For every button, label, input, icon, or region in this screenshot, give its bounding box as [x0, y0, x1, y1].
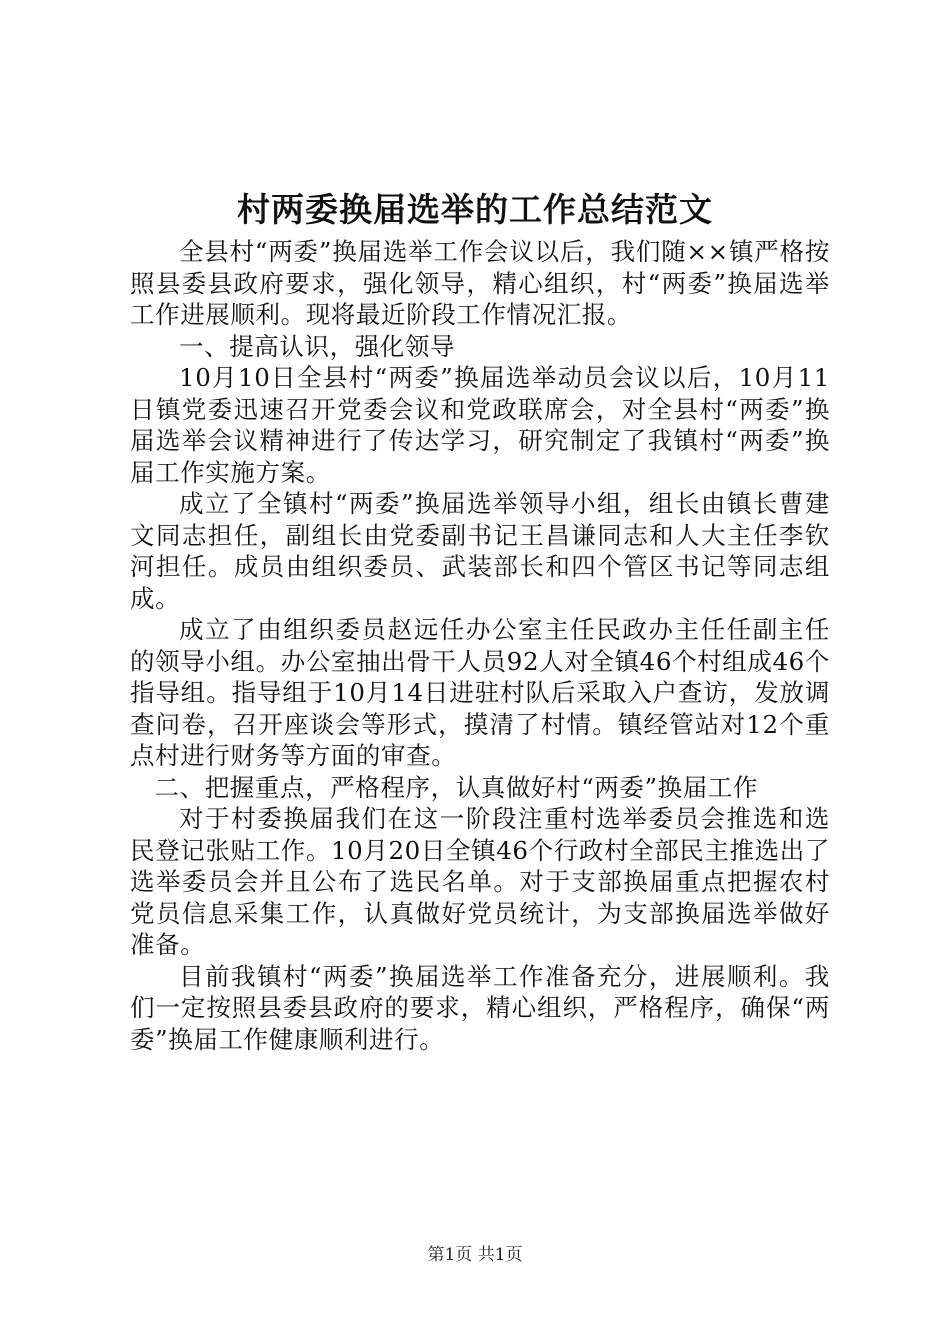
paragraph-conclusion: 目前我镇村“两委”换届选举工作准备充分，进展顺利。我们一定按照县委县政府的要求，精心组织，严格程序，确保“两委”换届工作健康顺利进行。 [130, 961, 830, 1054]
paragraph-intro: 全县村“两委”换届选举工作会议以后，我们随××镇严格按照县委县政府要求，强化领导，精心组织，村“两委”换届选举工作进展顺利。现将最近阶段工作情况汇报。 [130, 237, 830, 329]
section-heading-1: 一、提高认识，强化领导 [179, 331, 456, 361]
paragraph-office-setup: 成立了由组织委员赵远任办公室主任民政办主任任副主任的领导小组。办公室抽出骨干人员92人对全镇46个村组成46个指导组。指导组于10月14日进驻村队后采取入户查访，发放调查问卷，召开座谈会等形式，摸清了村情。镇经管站对12个重点村进行财务等方面的审查。 [130, 615, 830, 770]
paragraph-leading-group: 成立了全镇村“两委”换届选举领导小组，组长由镇长曹建文同志担任，副组长由党委副书记王昌谦同志和人大主任李钦河担任。成员由组织委员、武装部长和四个管区书记等同志组成。 [130, 489, 830, 613]
page-footer: 第1页 共1页 [427, 1245, 523, 1265]
document-title: 村两委换届选举的工作总结范文 [237, 190, 713, 229]
document-body [130, 236, 830, 1055]
section-heading-2: 二、把握重点，严格程序，认真做好村“两委”换届工作 [154, 772, 759, 802]
paragraph-mobilization-meeting: 10月10日全县村“两委”换届选举动员会议以后，10月11日镇党委迅速召开党委会议和党政联席会，对全县村“两委”换届选举会议精神进行了传达学习，研究制定了我镇村“两委”换届工作实施方案。 [130, 363, 830, 487]
paragraph-election-committee: 对于村委换届我们在这一阶段注重村选举委员会推选和选民登记张贴工作。10月20日全镇46个行政村全部民主推选出了选举委员会并且公布了选民名单。对于支部换届重点把握农村党员信息采集工作，认真做好党员统计，为支部换届选举做好准备。 [130, 804, 830, 959]
